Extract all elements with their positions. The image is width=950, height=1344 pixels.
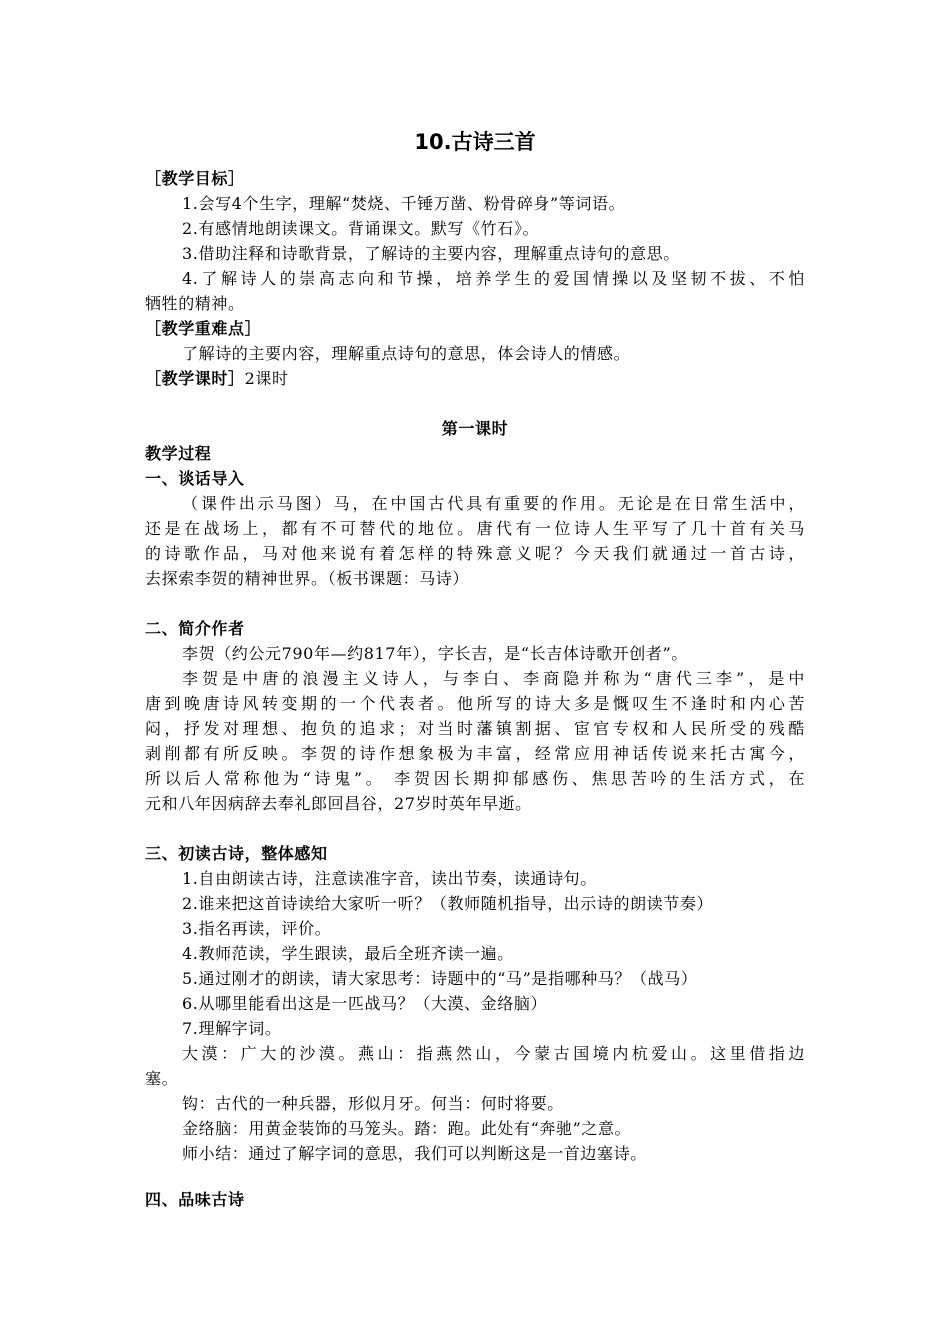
section-2-paragraph-line: 唐到晚唐诗风转变期的一个代表者。他所写的诗大多是慨叹生不逢时和内心苦 — [145, 694, 805, 713]
section-1-paragraph-line: （课件出示马图）马，在中国古代具有重要的作用。无论是在日常生活中， — [182, 494, 805, 513]
section-4-heading: 四、品味古诗 — [145, 1190, 245, 1209]
section-2-paragraph-line: 剥削都有所反映。李贺的诗作想象极为丰富，经常应用神话传说来托古寓今， — [145, 744, 805, 763]
section-2-paragraph-line: 李贺是中唐的浪漫主义诗人，与李白、李商隐并称为“唐代三李”，是中 — [182, 669, 805, 688]
vocab-line: 大漠：广大的沙漠。燕山：指燕然山，今蒙古国境内杭爱山。这里借指边 — [182, 1044, 805, 1063]
section-1-paragraph-line: 去探索李贺的精神世界。（板书课题：马诗） — [145, 569, 470, 588]
section-3-item: 2.谁来把这首诗读给大家听一听？（教师随机指导，出示诗的朗读节奏） — [182, 894, 714, 913]
section-3-item: 4.教师范读，学生跟读，最后全班齐读一遍。 — [182, 944, 514, 963]
vocab-line: 金络脑：用黄金装饰的马笼头。踏：跑。此处有“奔驰”之意。 — [182, 1119, 632, 1138]
section-3-item: 7.理解字词。 — [182, 1019, 282, 1038]
section-2-paragraph-line: 所以后人常称他为“诗鬼”。 李贺因长期抑郁感伤、焦思苦吟的生活方式，在 — [145, 769, 805, 788]
vocab-line-continued: 塞。 — [145, 1069, 179, 1088]
goals-heading: ［教学目标］ — [145, 169, 245, 188]
lesson-title: 第一课时 — [441, 419, 509, 438]
key-points-heading: ［教学重难点］ — [145, 319, 262, 338]
section-3-item: 1.自由朗读古诗，注意读准字音，读出节奏，读通诗句。 — [182, 869, 597, 888]
hours-line — [145, 367, 289, 391]
section-3-item: 3.指名再读，评价。 — [182, 919, 332, 938]
section-1-paragraph-line: 的诗歌作品，马对他来说有着怎样的特殊意义呢？今天我们就通过一首古诗， — [145, 544, 805, 563]
section-2-intro: 李贺（约公元790年—约817年），字长吉，是“长吉体诗歌开创者”。 — [182, 644, 688, 663]
hours-heading: ［教学课时］ — [145, 369, 245, 388]
teacher-summary: 师小结：通过了解字词的意思，我们可以判断这是一首边塞诗。 — [182, 1144, 647, 1163]
section-3-item: 5.通过刚才的朗读，请大家思考：诗题中的“马”是指哪种马？（战马） — [182, 969, 698, 988]
section-3-item: 6.从哪里能看出这是一匹战马？（大漠、金络脑） — [182, 994, 548, 1013]
section-1-paragraph-line: 还是在战场上，都有不可替代的地位。唐代有一位诗人生平写了几十首有关马 — [145, 519, 805, 538]
section-1-heading: 一、谈话导入 — [145, 469, 245, 488]
process-heading: 教学过程 — [145, 444, 212, 463]
section-3-heading: 三、初读古诗，整体感知 — [145, 844, 328, 863]
goal-item: 4.了解诗人的崇高志向和节操，培养学生的爱国情操以及坚韧不拔、不怕 — [182, 269, 805, 288]
key-points-text: 了解诗的主要内容，理解重点诗句的意思，体会诗人的情感。 — [182, 344, 631, 363]
document-title: 10.古诗三首 — [414, 130, 536, 154]
section-2-paragraph-line: 元和八年因病辞去奉礼郎回昌谷，27岁时英年早逝。 — [145, 794, 532, 813]
goal-item-continued: 牺牲的精神。 — [145, 294, 245, 313]
section-2-paragraph-line: 闷，抒发对理想、抱负的追求；对当时藩镇割据、宦官专权和人民所受的残酷 — [145, 719, 805, 738]
section-2-heading: 二、简介作者 — [145, 619, 245, 638]
vocab-line: 钩：古代的一种兵器，形似月牙。何当：何时将要。 — [182, 1094, 564, 1113]
goal-item: 1.会写4个生字，理解“焚烧、千锤万凿、粉骨碎身”等词语。 — [182, 194, 626, 213]
hours-text: 2课时 — [244, 369, 289, 388]
goal-item: 2.有感情地朗读课文。背诵课文。默写《竹石》。 — [182, 219, 540, 238]
goal-item: 3.借助注释和诗歌背景，了解诗的主要内容，理解重点诗句的意思。 — [182, 244, 680, 263]
